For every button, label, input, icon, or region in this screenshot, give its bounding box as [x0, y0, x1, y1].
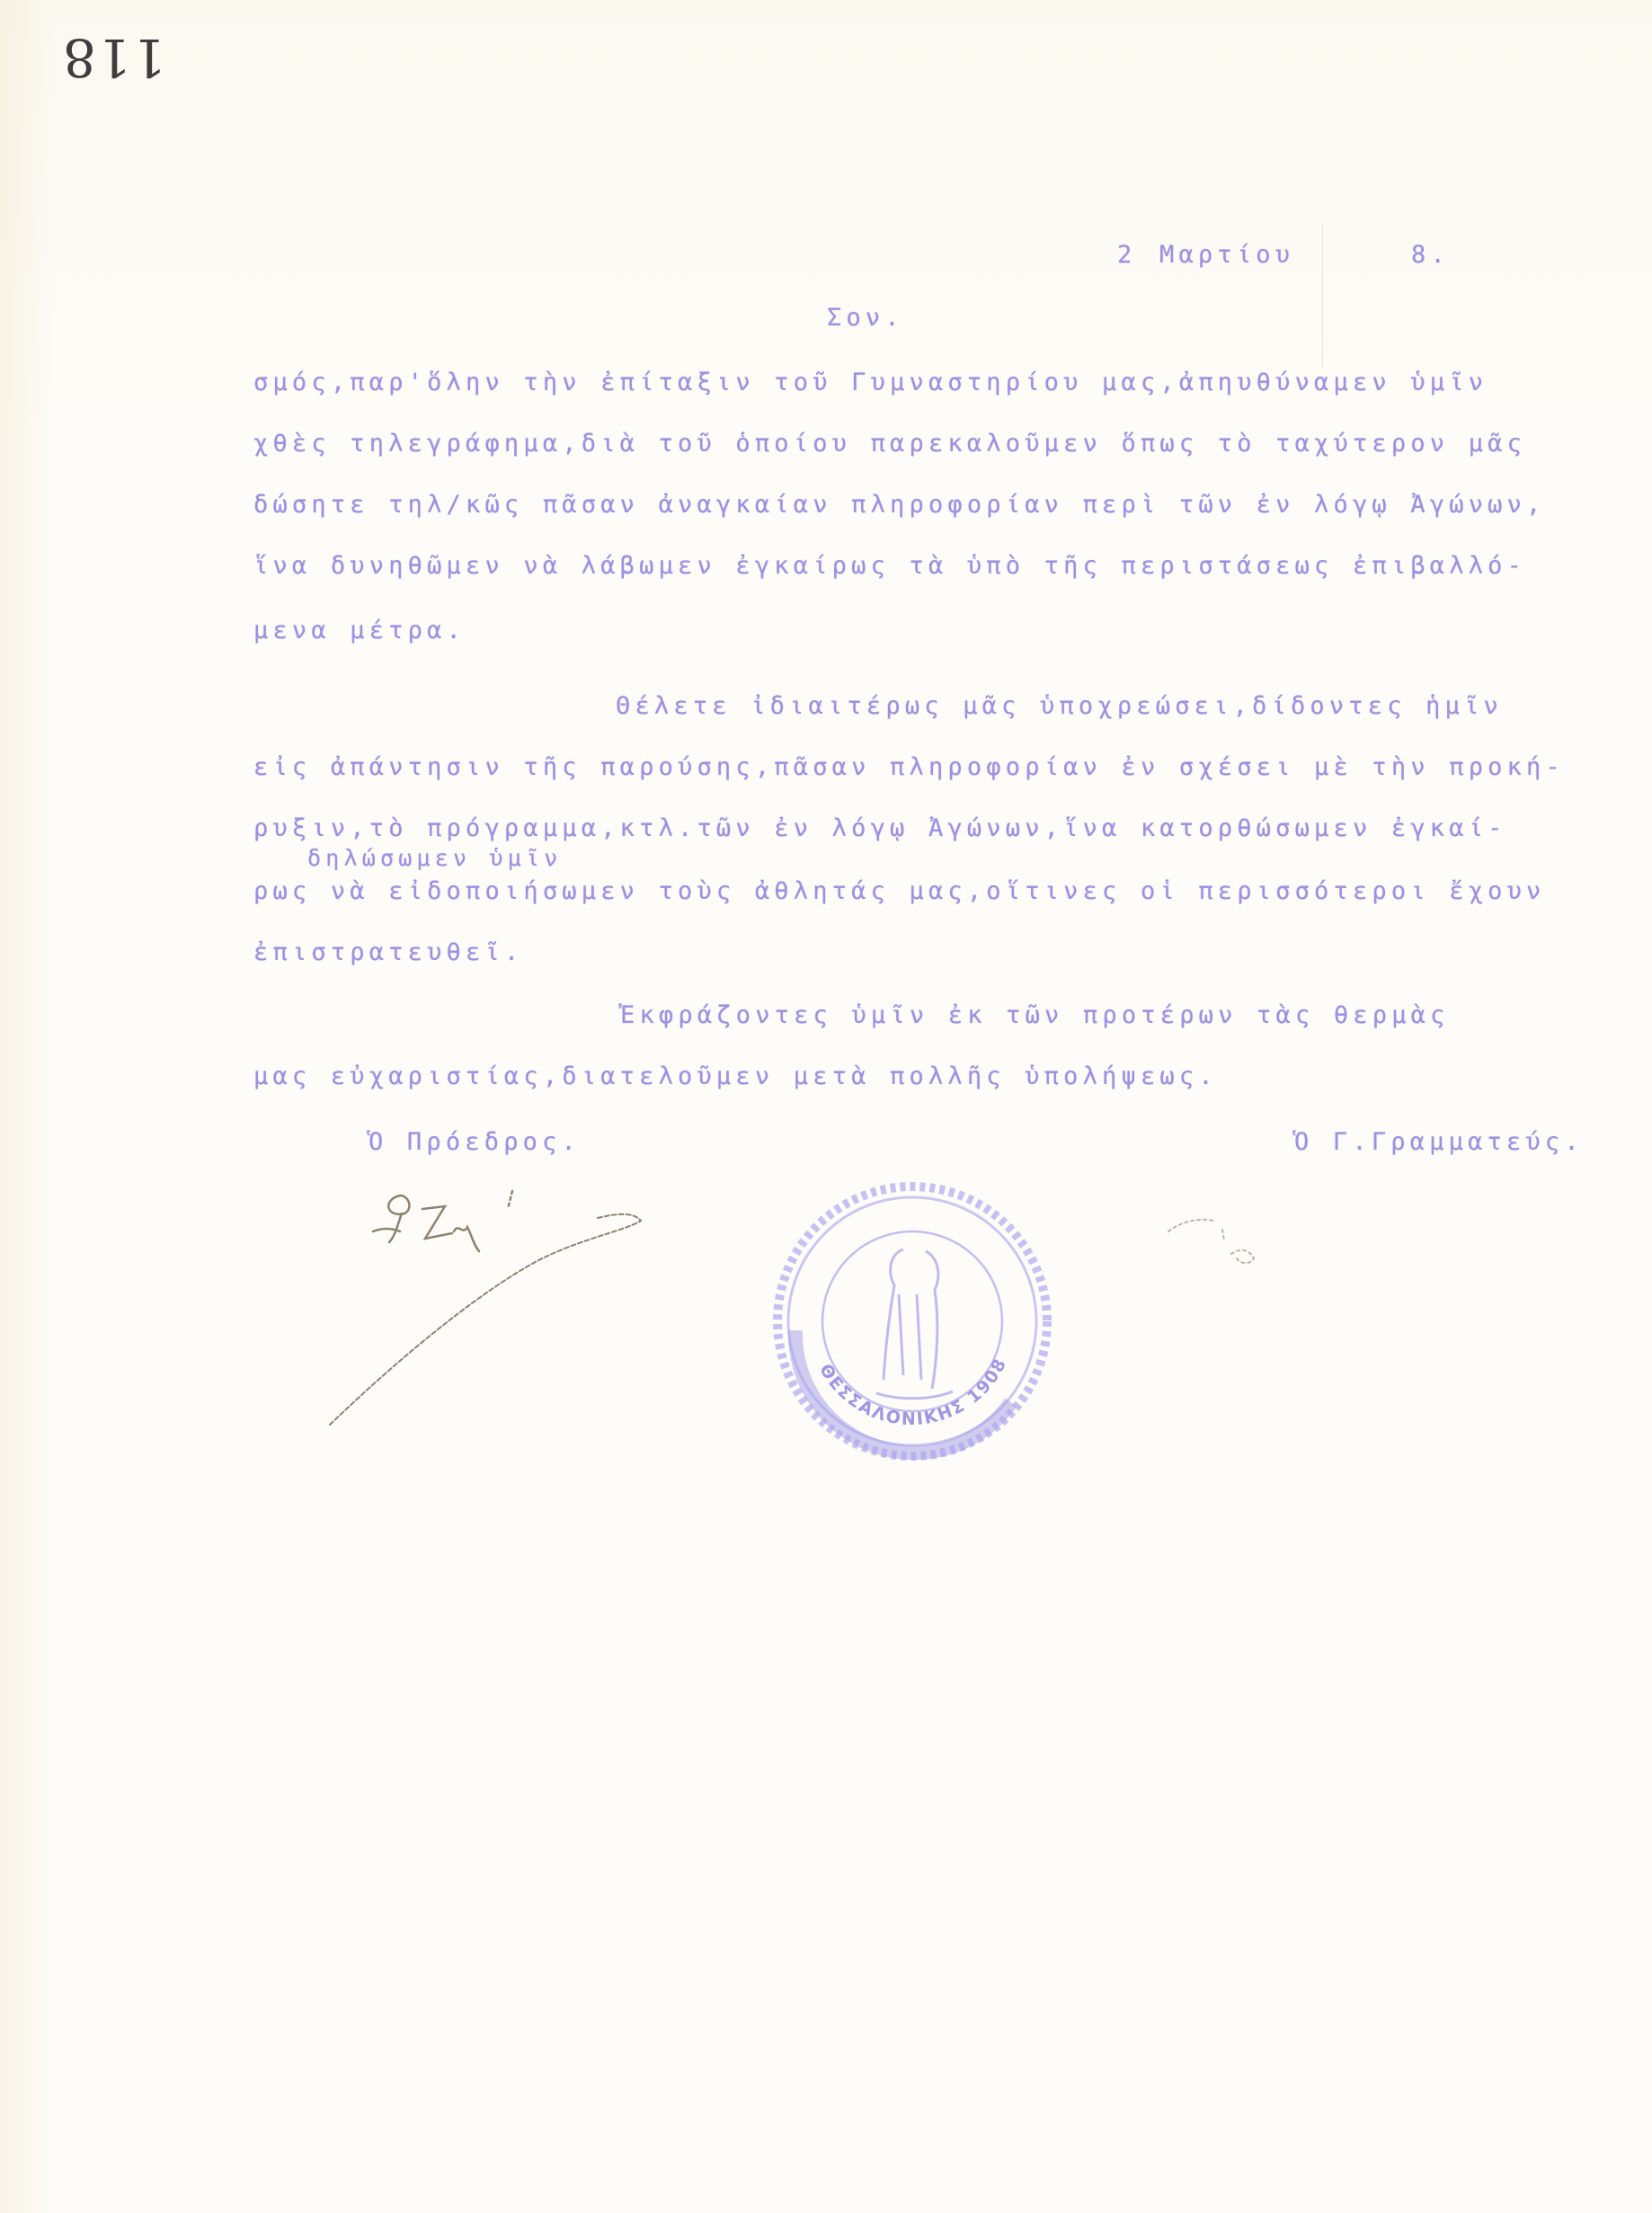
paragraph-line: ρυξιν,τὸ πρόγραμμα,κτλ.τῶν ἐν λόγῳ Ἀγώνων,ἵνα κατορθώσωμεν ἐγκαί- [253, 814, 1507, 842]
interlinear-insertion: δηλώσωμεν ὑμῖν [307, 845, 563, 871]
signatory-secretary: Ὁ Γ.Γραμματεύς. [1294, 1128, 1584, 1156]
paragraph-line: σμός,παρ'ὅλην τὴν ἐπίταξιν τοῦ Γυμναστηρίου μας,ἀπηυθύναμεν ὑμῖν [253, 369, 1488, 396]
signatory-president: Ὁ Πρόεδρος. [369, 1128, 582, 1156]
folio-number: 118 [61, 27, 166, 88]
paragraph-line: ἐπιστρατευθεῖ. [253, 938, 524, 966]
paragraph-line: μας εὐχαριστίας,διατελοῦμεν μετὰ πολλῆς ὑπολήψεως. [253, 1062, 1218, 1090]
paragraph-line: μενα μέτρα. [253, 617, 466, 644]
date-year: 8. [1411, 241, 1450, 269]
association-stamp [768, 1178, 1056, 1465]
paragraph-line: ἵνα δυνηθῶμεν νὰ λάβωμεν ἐγκαίρως τὰ ὑπὸ τῆς περιστάσεως ἐπιβαλλό- [253, 552, 1527, 580]
handwritten-signature [319, 1169, 679, 1438]
paper-fold-line [1322, 225, 1323, 369]
paragraph-line: δώσητε τηλ/κῶς πᾶσαν ἀναγκαίαν πληροφορίαν περὶ τῶν ἐν λόγῳ Ἀγώνων, [253, 491, 1546, 519]
svg-text:ΘΕΣΣΑΛΟΝΙΚΗΣ 1908 [815, 1355, 1011, 1429]
salutation: Σον. [827, 304, 904, 332]
paragraph-line: εἰς ἀπάντησιν τῆς παρούσης,πᾶσαν πληροφορίαν ἐν σχέσει μὲ τὴν προκή- [253, 753, 1565, 781]
faint-signature-mark [1159, 1204, 1285, 1276]
paragraph-line: Ἐκφράζοντες ὑμῖν ἐκ τῶν προτέρων τὰς θερμὰς [620, 1001, 1450, 1029]
paragraph-line: χθὲς τηλεγράφημα,διὰ τοῦ ὁποίου παρεκαλοῦμεν ὅπως τὸ ταχύτερον μᾶς [253, 430, 1527, 458]
date-month: Μαρτίου [1159, 241, 1295, 269]
stamp-inscription: ΘΕΣΣΑΛΟΝΙΚΗΣ 1908 [815, 1354, 1011, 1430]
paragraph-line: Θέλετε ἰδιαιτέρως μᾶς ὑποχρεώσει,δίδοντες ἡμῖν [616, 692, 1503, 720]
date-day: 2 [1117, 241, 1137, 269]
paragraph-line: ρως νὰ εἰδοποιήσωμεν τοὺς ἀθλητάς μας,οἵτινες οἱ περισσότεροι ἔχουν [253, 877, 1546, 905]
